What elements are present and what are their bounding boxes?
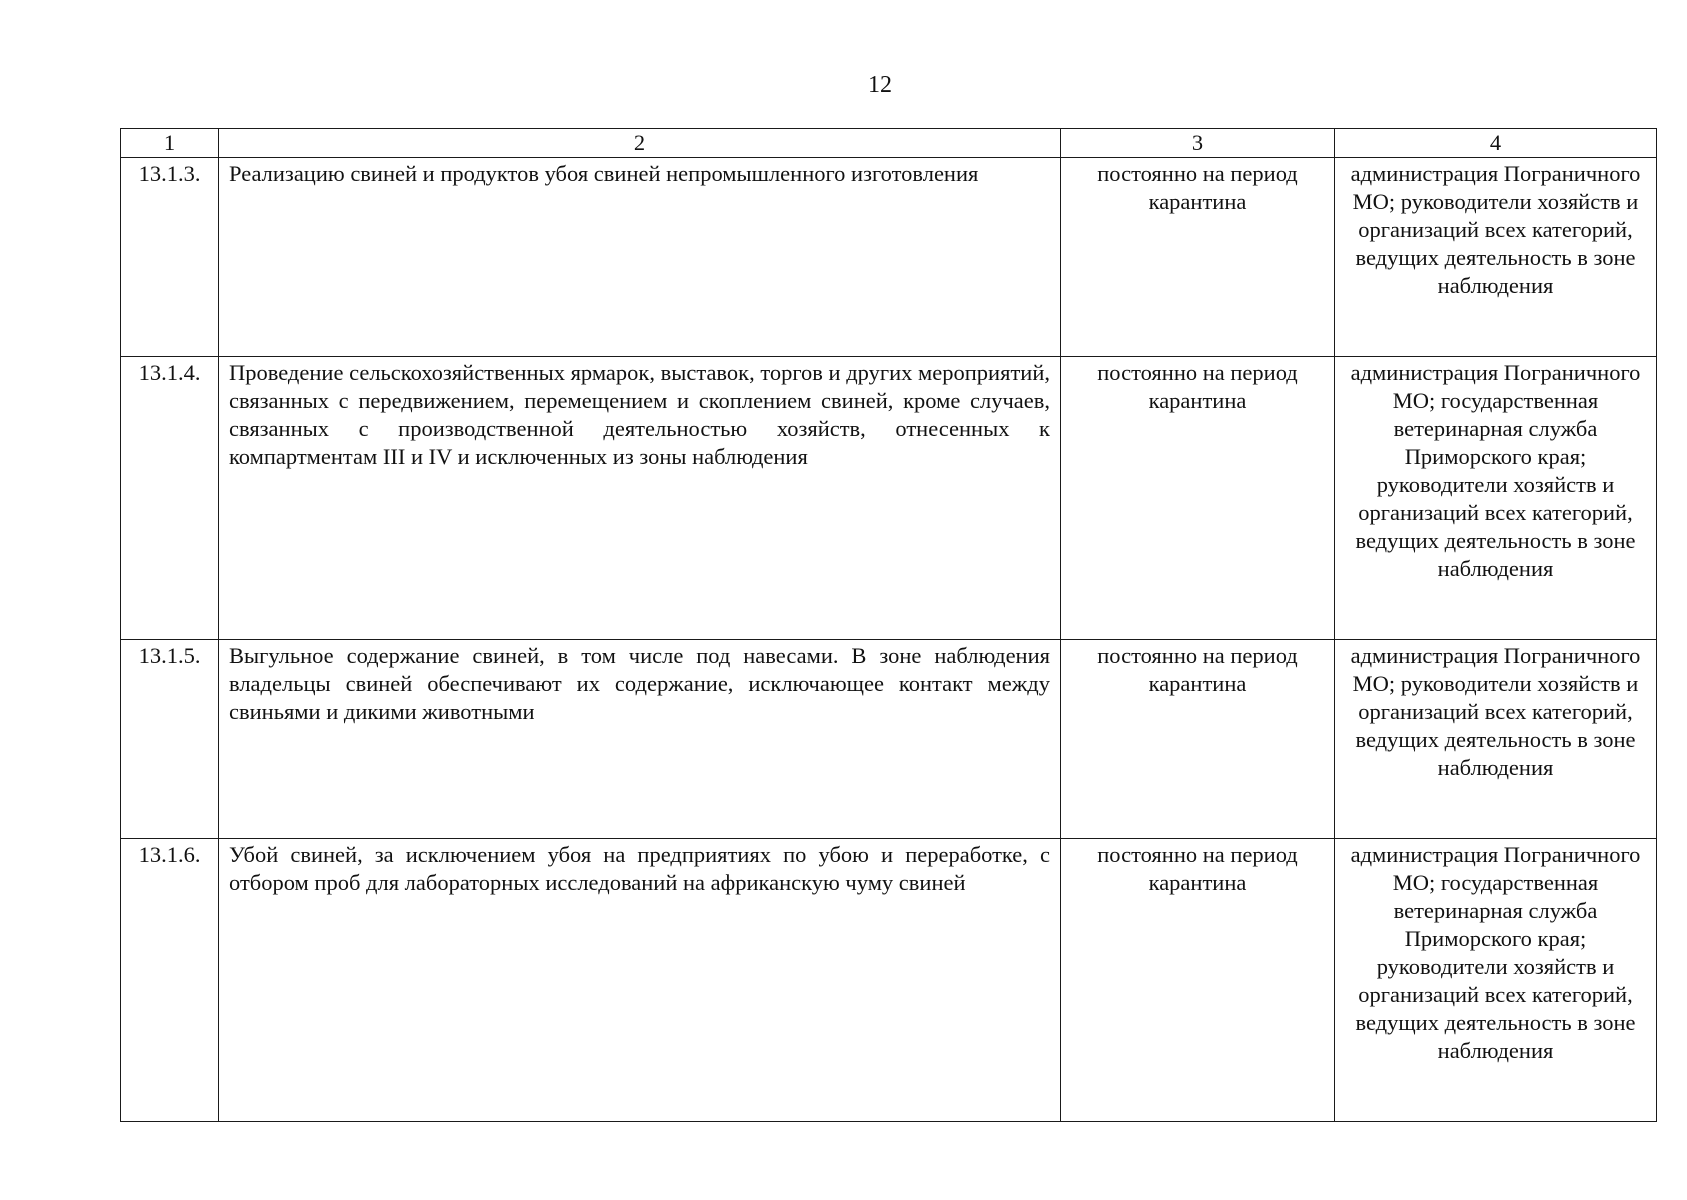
period-text: постоянно на период карантина — [1061, 357, 1335, 640]
table-row — [121, 158, 1657, 357]
measure-text: Убой свиней, за исключением убоя на предприятиях по убою и переработке, с отбором проб для лабораторных исследований на африканскую чуму свиней — [219, 839, 1061, 1122]
responsible-text: администрация Пограничного МО; руководители хозяйств и организаций всех категорий, ведущих деятельность в зоне наблюдения — [1335, 158, 1657, 357]
measure-text: Реализацию свиней и продуктов убоя свиней непромышленного изготовления — [219, 158, 1061, 357]
responsible-text: администрация Пограничного МО; государственная ветеринарная служба Приморского края; руководители хозяйств и организаций всех категорий, ведущих деятельность в зоне наблюдения — [1335, 839, 1657, 1122]
responsible-text: администрация Пограничного МО; руководители хозяйств и организаций всех категорий, ведущих деятельность в зоне наблюдения — [1335, 640, 1657, 839]
page-number: 12 — [868, 72, 892, 98]
table-row — [121, 640, 1657, 839]
period-text: постоянно на период карантина — [1061, 640, 1335, 839]
period-text: постоянно на период карантина — [1061, 839, 1335, 1122]
column-header-3: 3 — [1061, 129, 1335, 158]
column-header-2: 2 — [219, 129, 1061, 158]
measure-text: Выгульное содержание свиней, в том числе под навесами. В зоне наблюдения владельцы свиней обеспечивают их содержание, исключающее контакт между свиньями и дикими животными — [219, 640, 1061, 839]
item-number: 13.1.4. — [121, 357, 219, 640]
table-header-row — [121, 129, 1657, 158]
responsible-text: администрация Пограничного МО; государственная ветеринарная служба Приморского края; руководители хозяйств и организаций всех категорий, ведущих деятельность в зоне наблюдения — [1335, 357, 1657, 640]
measures-table — [120, 128, 1657, 1122]
measure-text: Проведение сельскохозяйственных ярмарок, выставок, торгов и других мероприятий, связанных с передвижением, перемещением и скоплением свиней, кроме случаев, связанных с производственной деятельностью хозяйств, отнесенных к компартментам III и IV и исключенных из зоны наблюдения — [219, 357, 1061, 640]
item-number: 13.1.3. — [121, 158, 219, 357]
table-row — [121, 357, 1657, 640]
period-text: постоянно на период карантина — [1061, 158, 1335, 357]
column-header-1: 1 — [121, 129, 219, 158]
item-number: 13.1.5. — [121, 640, 219, 839]
column-header-4: 4 — [1335, 129, 1657, 158]
table-row — [121, 839, 1657, 1122]
item-number: 13.1.6. — [121, 839, 219, 1122]
